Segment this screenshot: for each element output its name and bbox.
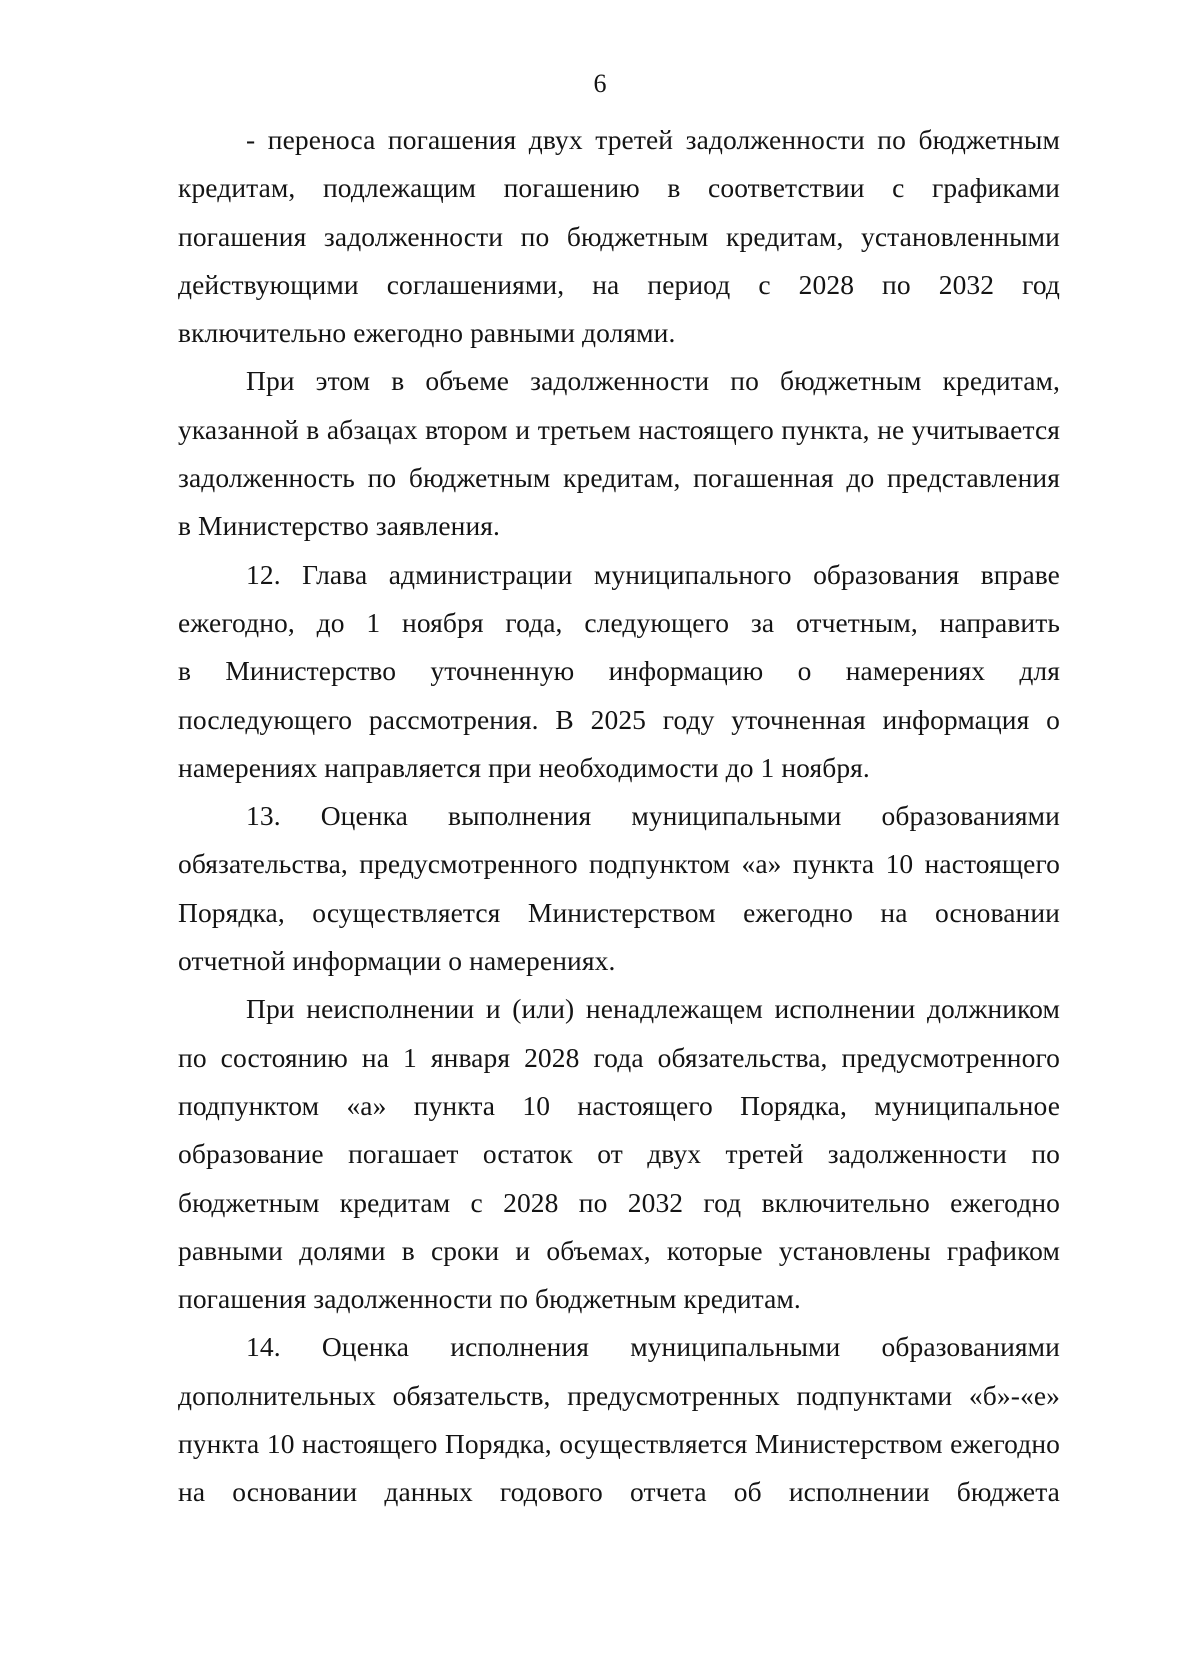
page-number: 6: [593, 69, 607, 98]
paragraph-item-13: [178, 792, 1060, 985]
paragraph-item-14: [178, 1323, 1060, 1516]
text-line: 14. Оценка исполнения муниципальными образованиями: [246, 1331, 1060, 1363]
text-line: кредитам, подлежащим погашению в соответствии с графиками: [178, 172, 1060, 204]
text-line: При этом в объеме задолженности по бюджетным кредитам,: [246, 365, 1060, 397]
text-line: 12. Глава администрации муниципального образования вправе: [246, 558, 1060, 590]
text-line: бюджетным кредитам с 2028 по 2032 год включительно ежегодно: [178, 1186, 1060, 1218]
text-line: образование погашает остаток от двух третей задолженности по: [178, 1138, 1060, 1170]
paragraph-repayment-transfer: [178, 116, 1060, 357]
text-line: погашения задолженности по бюджетным кредитам.: [178, 1283, 801, 1315]
text-line: - переноса погашения двух третей задолженности по бюджетным: [246, 124, 1060, 155]
text-line: последующего рассмотрения. В 2025 году уточненная информация о: [178, 703, 1060, 735]
paragraph-non-fulfillment: [178, 985, 1060, 1323]
text-line: действующими соглашениями, на период с 2028 по 2032 год: [178, 268, 1060, 300]
text-line: погашения задолженности по бюджетным кредитам, установленными: [178, 220, 1060, 252]
text-line: отчетной информации о намерениях.: [178, 945, 616, 977]
text-line: подпунктом «а» пункта 10 настоящего Порядка, муниципальное: [178, 1089, 1060, 1121]
paragraph-item-12: [178, 551, 1060, 792]
text-line: в Министерство уточненную информацию о намерениях для: [178, 655, 1060, 687]
text-line: обязательства, предусмотренного подпунктом «а» пункта 10 настоящего: [178, 848, 1060, 880]
document-body: [178, 116, 1060, 1517]
text-line: дополнительных обязательств, предусмотренных подпунктами «б»-«е»: [178, 1379, 1060, 1411]
text-line: пункта 10 настоящего Порядка, осуществляется Министерством ежегодно: [178, 1428, 1060, 1460]
text-line: При неисполнении и (или) ненадлежащем исполнении должником: [246, 993, 1060, 1025]
text-line: намерениях направляется при необходимости до 1 ноября.: [178, 751, 870, 783]
text-line: Порядка, осуществляется Министерством ежегодно на основании: [178, 896, 1060, 928]
text-line: включительно ежегодно равными долями.: [178, 317, 676, 349]
text-line: ежегодно, до 1 ноября года, следующего за отчетным, направить: [178, 606, 1060, 638]
paragraph-debt-volume: [178, 357, 1060, 550]
text-line: 13. Оценка выполнения муниципальными образованиями: [246, 800, 1060, 832]
text-line: на основании данных годового отчета об исполнении бюджета: [178, 1476, 1060, 1508]
text-line: равными долями в сроки и объемах, которые установлены графиком: [178, 1234, 1060, 1266]
text-line: указанной в абзацах втором и третьем настоящего пункта, не учитывается: [178, 413, 1060, 445]
text-line: по состоянию на 1 января 2028 года обязательства, предусмотренного: [178, 1041, 1060, 1073]
text-line: в Министерство заявления.: [178, 510, 501, 542]
text-line: задолженность по бюджетным кредитам, погашенная до представления: [178, 462, 1060, 494]
